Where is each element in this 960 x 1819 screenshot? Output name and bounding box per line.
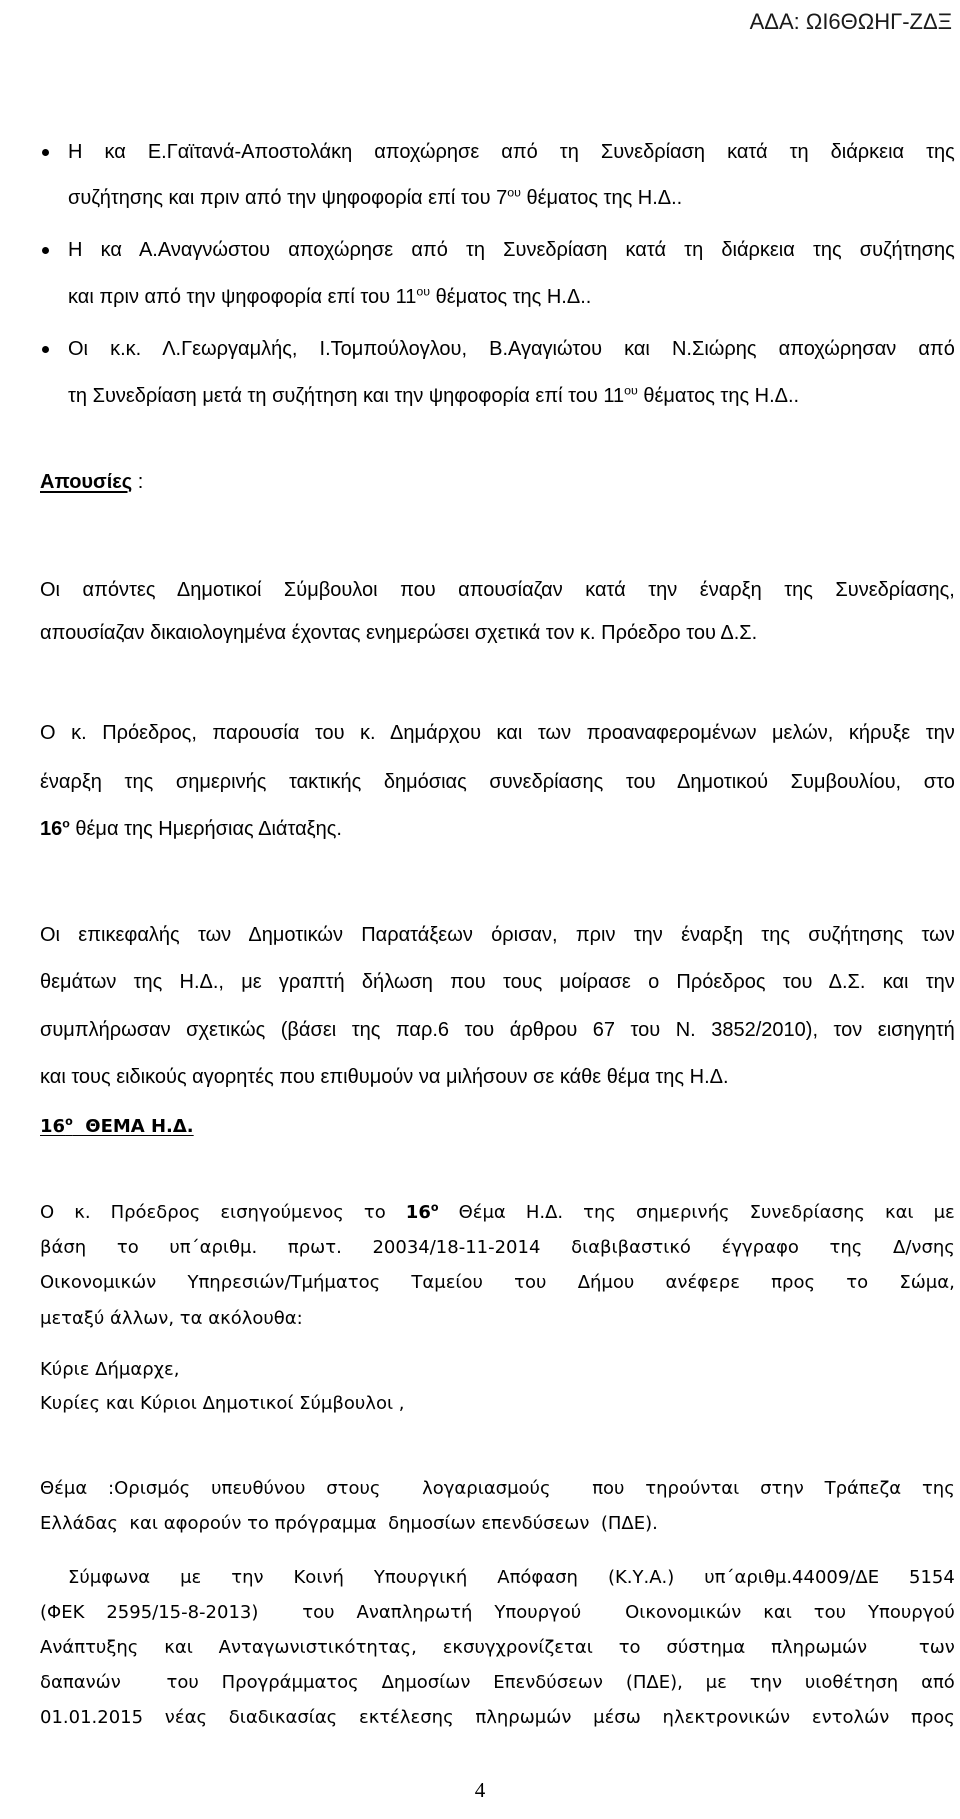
body-line-3 — [40, 1634, 955, 1662]
body-line-4 — [40, 1669, 955, 1697]
ordinal-superscript: ο — [430, 1201, 439, 1214]
page-number-text: 4 — [474, 1778, 486, 1802]
page-number — [0, 1776, 960, 1804]
rapporteurs-line-4 — [40, 1063, 955, 1091]
line-text: και τους ειδικούς αγορητές που επιθυμούν να μιλήσουν σε κάθε θέμα της Η.Δ. — [40, 1066, 729, 1088]
text-segment: τη Συνεδρίαση μετά τη συζήτηση και την ψηφοφορία επί του 11 — [68, 385, 625, 407]
body-line-2 — [40, 1599, 955, 1627]
departure-2-line-2 — [68, 283, 955, 311]
absences-line-2 — [40, 619, 955, 647]
bullet-icon — [42, 346, 49, 353]
line-text — [40, 1199, 955, 1227]
subject-line-2 — [40, 1510, 955, 1538]
departure-1-line-2 — [68, 184, 955, 212]
topic-heading — [40, 1113, 955, 1141]
text-segment: θέματος της Η.Δ.. — [520, 187, 683, 209]
line-text: Οι επικεφαλής των Δημοτικών Παρατάξεων όρισαν, πριν την έναρξη της συζήτησης των — [40, 924, 955, 946]
line-text: Οι κ.κ. Λ.Γεωργαμλής, Ι.Τομπούλογλου, Β.Αγαγιώτου και Ν.Σιώρης αποχώρησαν από — [68, 338, 955, 360]
line-text: Κύριε Δήμαρχε, — [40, 1359, 180, 1380]
line-text: απουσίαζαν δικαιολογημένα έχοντας ενημερώσει σχετικά τον κ. Πρόεδρο του Δ.Σ. — [40, 622, 758, 644]
line-text: μεταξύ άλλων, τα ακόλουθα: — [40, 1308, 303, 1329]
line-text: Ανάπτυξης και Ανταγωνιστικότητας, εκσυγχρονίζεται το σύστημα πληρωμών των — [40, 1637, 955, 1658]
ordinal-superscript: ου — [507, 185, 521, 200]
line-text: θεμάτων της Η.Δ., με γραπτή δήλωση που τους μοίρασε ο Πρόεδρος του Δ.Σ. και την — [40, 971, 955, 993]
bullet-icon — [42, 149, 49, 156]
topic-number: 16 — [40, 818, 63, 840]
topic-number: 16 — [40, 1116, 66, 1137]
rapporteurs-line-2 — [40, 968, 955, 996]
introduction-line-2 — [40, 1234, 955, 1262]
text-segment: Θέμα Η.Δ. της σημερινής Συνεδρίασης και με — [438, 1202, 955, 1223]
salutation-line-2 — [40, 1390, 955, 1418]
rapporteurs-line-1 — [40, 921, 955, 949]
ordinal-superscript: ο — [65, 1115, 73, 1128]
line-text: 01.01.2015 νέας διαδικασίας εκτέλεσης πληρωμών μέσω ηλεκτρονικών εντολών προς — [40, 1707, 955, 1728]
line-text — [68, 184, 682, 212]
subject-line-1 — [40, 1475, 955, 1503]
line-text: Οικονομικών Υπηρεσιών/Τμήματος Ταμείου του Δήμου ανέφερε προς το Σώμα, — [40, 1272, 955, 1293]
line-text — [40, 1113, 194, 1141]
ada-header — [560, 8, 952, 36]
opening-line-3 — [40, 815, 955, 843]
line-text: Θέμα :Ορισμός υπευθύνου στους λογαριασμούς που τηρούνται στην Τράπεζα της — [40, 1478, 955, 1499]
departure-3-line-1 — [68, 335, 955, 363]
line-text: Ο κ. Πρόεδρος, παρουσία του κ. Δημάρχου και των προαναφερομένων μελών, κήρυξε την — [40, 722, 955, 744]
absences-heading-suffix: : — [132, 471, 144, 493]
topic-number: 16 — [405, 1202, 431, 1223]
departure-1-line-1 — [68, 138, 955, 166]
line-text: Σύμφωνα με την Κοινή Υπουργική Απόφαση (Κ.Υ.Α.) υπ΄αριθμ.44009/ΔΕ 5154 — [68, 1567, 955, 1588]
introduction-line-3 — [40, 1269, 955, 1297]
line-text: (ΦΕΚ 2595/15-8-2013) του Αναπληρωτή Υπουργού Οικονομικών και του Υπουργού — [40, 1602, 955, 1623]
departure-3-line-2 — [68, 382, 955, 410]
departure-2-line-1 — [68, 236, 955, 264]
text-segment: θέματος της Η.Δ.. — [430, 286, 592, 308]
opening-line-2 — [40, 768, 955, 796]
text-segment: Ο κ. Πρόεδρος εισηγούμενος το — [40, 1202, 406, 1223]
ordinal-superscript: ο — [62, 816, 70, 831]
text-segment: θέμα της Ημερήσιας Διάταξης. — [69, 818, 342, 840]
introduction-line-1 — [40, 1199, 955, 1227]
text-segment: και πριν από την ψηφοφορία επί του 11 — [68, 286, 417, 308]
ordinal-superscript: ου — [416, 284, 431, 299]
absences-line-1 — [40, 576, 955, 604]
body-line-5 — [40, 1704, 955, 1732]
rapporteurs-line-3 — [40, 1016, 955, 1044]
line-text: δαπανών του Προγράμματος Δημοσίων Επενδύσεων (ΠΔΕ), με την υιοθέτηση από — [40, 1672, 955, 1693]
opening-line-1 — [40, 719, 955, 747]
body-line-1 — [68, 1564, 955, 1592]
line-text — [68, 283, 591, 311]
line-text: Οι απόντες Δημοτικοί Σύμβουλοι που απουσίαζαν κατά την έναρξη της Συνεδρίασης, — [40, 579, 955, 601]
absences-heading-label: Απουσίες — [40, 471, 133, 493]
topic-heading-text: ΘΕΜΑ Η.Δ. — [72, 1116, 194, 1137]
line-text: συμπλήρωσαν σχετικώς (βάσει της παρ.6 του άρθρου 67 του Ν. 3852/2010), τον εισηγητή — [40, 1019, 955, 1041]
line-text: Η κα Α.Αναγνώστου αποχώρησε από τη Συνεδρίαση κατά τη διάρκεια της συζήτησης — [68, 239, 955, 261]
ada-code: ΑΔΑ: ΩΙ6ΘΩΗΓ-ΖΔΞ — [749, 9, 952, 34]
ordinal-superscript: ου — [624, 383, 638, 398]
line-text: Κυρίες και Κύριοι Δημοτικοί Σύμβουλοι , — [40, 1393, 405, 1414]
bullet-icon — [42, 247, 49, 254]
introduction-line-4 — [40, 1305, 955, 1333]
line-text — [40, 468, 143, 496]
line-text: Η κα Ε.Γαϊτανά-Αποστολάκη αποχώρησε από τη Συνεδρίαση κατά τη διάρκεια της — [68, 141, 955, 163]
line-text — [68, 382, 799, 410]
line-text: Ελλάδας και αφορούν το πρόγραμμα δημοσίων επενδύσεων (ΠΔΕ). — [40, 1513, 658, 1534]
line-text: βάση το υπ΄αριθμ. πρωτ. 20034/18-11-2014 διαβιβαστικό έγγραφο της Δ/νσης — [40, 1237, 955, 1258]
line-text: έναρξη της σημερινής τακτικής δημόσιας συνεδρίασης του Δημοτικού Συμβουλίου, στο — [40, 771, 955, 793]
text-segment: συζήτησης και πριν από την ψηφοφορία επί του 7 — [68, 187, 508, 209]
absences-heading — [40, 468, 955, 496]
line-text — [40, 815, 342, 843]
text-segment: θέματος της Η.Δ.. — [637, 385, 800, 407]
salutation-line-1 — [40, 1356, 955, 1384]
